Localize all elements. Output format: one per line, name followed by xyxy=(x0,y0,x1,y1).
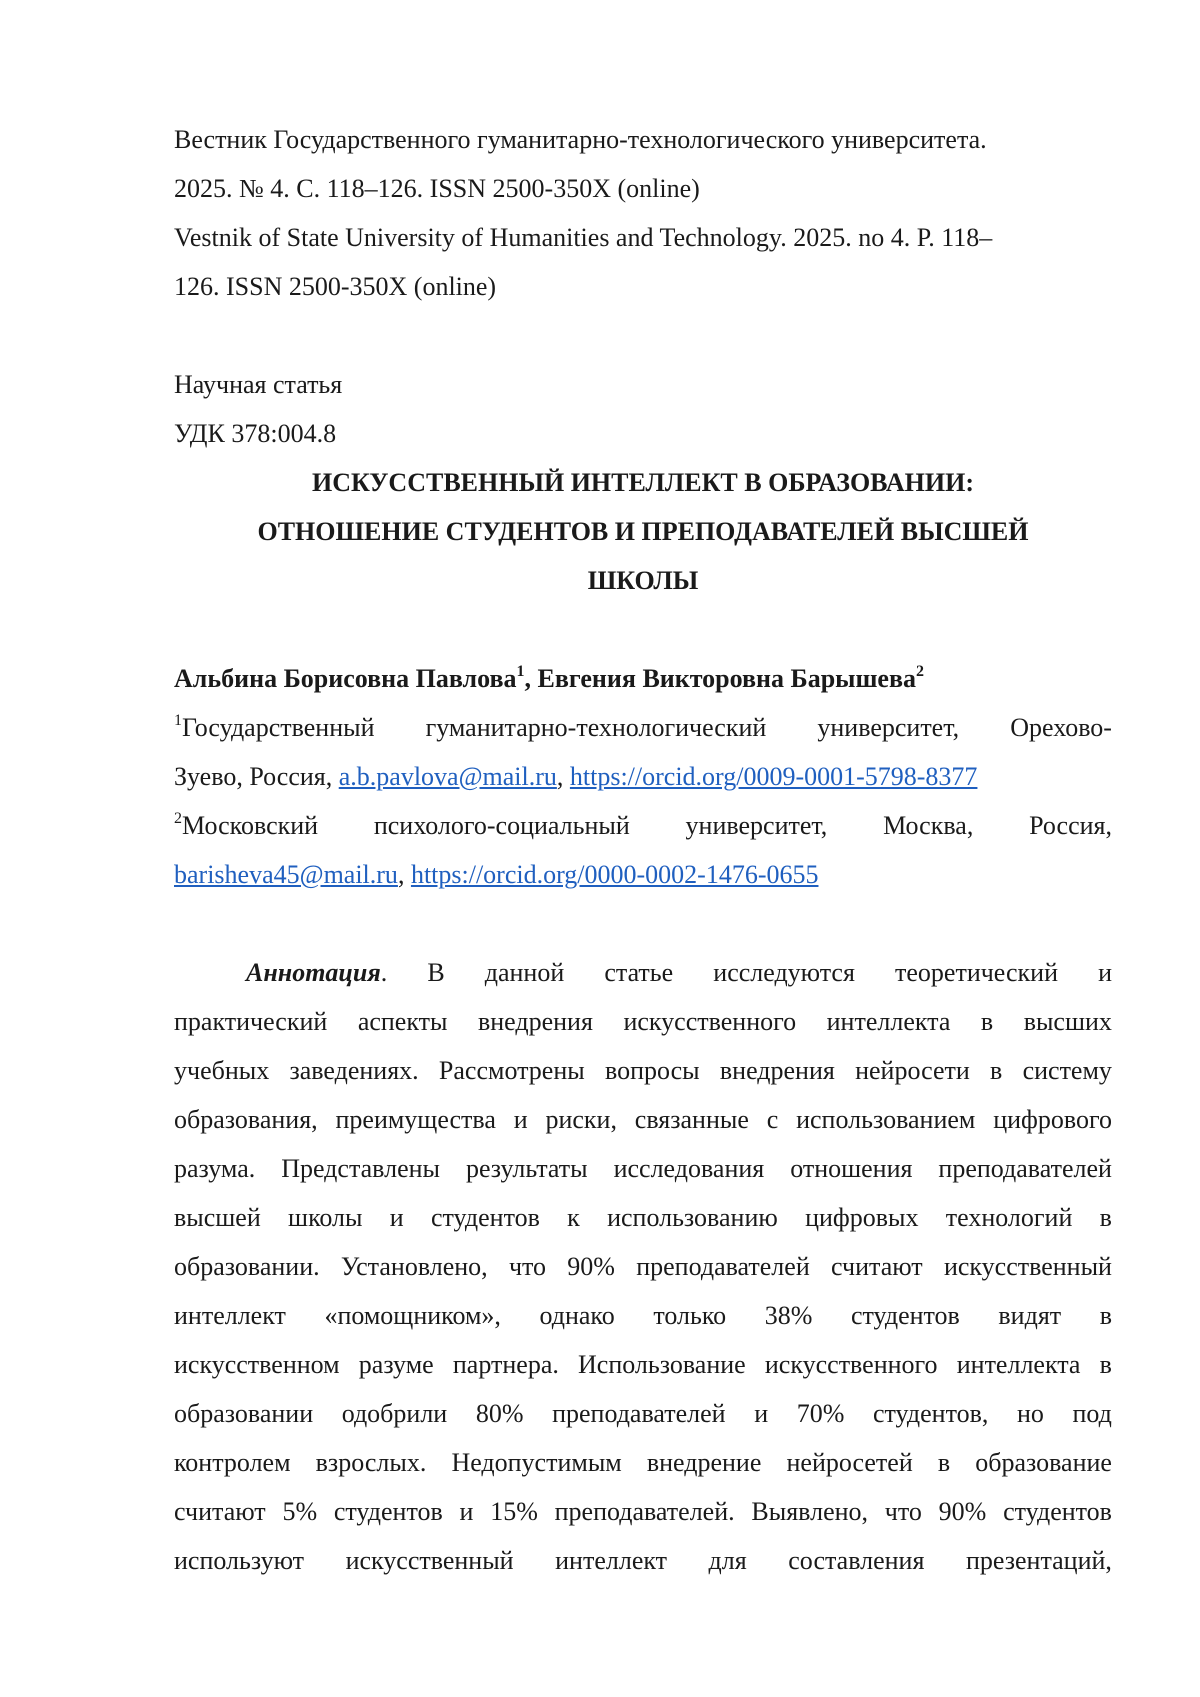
abstract-word: преподавателей xyxy=(636,1252,810,1281)
spacer xyxy=(174,605,1112,654)
affiliation-2-line2 xyxy=(174,850,1112,899)
abstract-word: В xyxy=(427,958,445,987)
abstract-word: под xyxy=(1072,1399,1112,1428)
abstract-word: в xyxy=(1099,1301,1112,1330)
affiliation-2-word: $^2$Московский xyxy=(174,810,319,840)
abstract-word: Использование xyxy=(578,1350,746,1379)
abstract-word: интеллекта xyxy=(826,1007,951,1036)
author-1-affiliation-mark: 1 xyxy=(516,663,525,680)
udc-code: УДК 378:004.8 xyxy=(174,419,337,448)
abstract-word: студентов xyxy=(1003,1497,1112,1526)
abstract-word: искусственный xyxy=(943,1252,1112,1281)
abstract-word: образовании xyxy=(174,1399,314,1428)
abstract-word: Представлены xyxy=(281,1154,440,1183)
journal-citation-ru-line1: Вестник Государственного гуманитарно-технологического университета. xyxy=(174,125,987,154)
abstract-line xyxy=(174,1536,1112,1585)
affiliation-2-word: Москва, xyxy=(883,811,974,840)
abstract-word: в xyxy=(990,1056,1003,1085)
abstract-word: одобрили xyxy=(341,1399,448,1428)
article-title-line3: ШКОЛЫ xyxy=(587,566,699,595)
affiliation-1-line2 xyxy=(174,752,1112,801)
abstract-word: для xyxy=(708,1546,747,1575)
abstract-word: 90% xyxy=(567,1252,615,1281)
abstract-word: искусственного xyxy=(764,1350,938,1379)
abstract-word: 90% xyxy=(938,1497,987,1526)
abstract-word: в xyxy=(1099,1203,1112,1232)
abstract-word: партнера. xyxy=(452,1350,559,1379)
abstract-word: внедрения xyxy=(719,1056,835,1085)
abstract-word: заведениях. xyxy=(289,1056,419,1085)
affiliation-2-word: университет, xyxy=(685,811,828,840)
affiliation-2-mark: 2 xyxy=(174,810,182,827)
abstract-word: теоретический xyxy=(895,958,1058,987)
affiliation-1-location: Зуево, Россия, xyxy=(174,762,339,791)
abstract-word: однако xyxy=(539,1301,615,1330)
abstract-word: преимущества xyxy=(335,1105,496,1134)
article-title-line1: ИСКУССТВЕННЫЙ ИНТЕЛЛЕКТ В ОБРАЗОВАНИИ: xyxy=(312,468,974,497)
affiliation-1-word: $^1$Государственный xyxy=(174,712,375,742)
abstract-word: аспекты xyxy=(357,1007,448,1036)
abstract-word: нейросетей xyxy=(786,1448,913,1477)
affiliation-1-word: Орехово- xyxy=(1010,713,1112,742)
abstract-word: преподавателей. xyxy=(554,1497,735,1526)
abstract-word: разума. xyxy=(174,1154,256,1183)
abstract-word: 80% xyxy=(475,1399,524,1428)
abstract-word: в xyxy=(1099,1350,1112,1379)
abstract-word: Недопустимым xyxy=(451,1448,622,1477)
affiliation-1-comma: , xyxy=(556,762,570,791)
abstract-label: Аннотация xyxy=(246,958,381,987)
article-title-line2: ОТНОШЕНИЕ СТУДЕНТОВ И ПРЕПОДАВАТЕЛЕЙ ВЫСШЕЙ xyxy=(257,517,1029,546)
journal-citation-ru-line2: 2025. № 4. С. 118–126. ISSN 2500-350X (online) xyxy=(174,174,700,203)
abstract-word: только xyxy=(653,1301,727,1330)
abstract-word: цифровых xyxy=(805,1203,919,1232)
abstract-word: но xyxy=(1016,1399,1044,1428)
affiliation-2-comma: , xyxy=(397,860,411,889)
abstract-word: в xyxy=(937,1448,951,1477)
abstract-word: цифрового xyxy=(993,1105,1112,1134)
abstract-line xyxy=(174,1193,1112,1242)
abstract-word: исследуются xyxy=(713,958,855,987)
page-content xyxy=(174,115,1112,1585)
abstract-word: высших xyxy=(1023,1007,1112,1036)
abstract-word: использованием xyxy=(796,1105,976,1134)
affiliation-2-email-link[interactable]: barisheva45@mail.ru xyxy=(174,860,398,889)
affiliation-1-email-link[interactable]: a.b.pavlova@mail.ru xyxy=(338,762,557,791)
abstract-word: использованию xyxy=(607,1203,778,1232)
abstract-word: риски, xyxy=(545,1105,617,1134)
spacer xyxy=(174,899,1112,948)
abstract xyxy=(174,948,1112,1585)
abstract-word: преподавателей xyxy=(938,1154,1112,1183)
abstract-line xyxy=(174,1438,1112,1487)
abstract-word: составления xyxy=(788,1546,925,1575)
affiliation-2-line1 xyxy=(174,801,1112,850)
abstract-word: разуме xyxy=(358,1350,434,1379)
abstract-word: школы xyxy=(288,1203,363,1232)
abstract-word: с xyxy=(766,1105,779,1134)
abstract-word: используют xyxy=(174,1546,305,1575)
abstract-word: образование xyxy=(975,1448,1112,1477)
abstract-word: контролем xyxy=(174,1448,291,1477)
abstract-word: искусственном xyxy=(174,1350,340,1379)
abstract-line xyxy=(174,1389,1112,1438)
abstract-word: к xyxy=(567,1203,580,1232)
authors-line xyxy=(174,654,1112,703)
affiliation-1-word: гуманитарно-технологический xyxy=(425,713,767,742)
abstract-word: учебных xyxy=(174,1056,270,1085)
abstract-line xyxy=(174,1487,1112,1536)
abstract-word: статье xyxy=(604,958,674,987)
abstract-word: что xyxy=(884,1497,922,1526)
abstract-word: исследования xyxy=(613,1154,765,1183)
abstract-word: 38% xyxy=(764,1301,813,1330)
author-separator: , xyxy=(524,664,538,693)
abstract-word: интеллект xyxy=(555,1546,668,1575)
abstract-word: видят xyxy=(998,1301,1062,1330)
abstract-word: Выявлено, xyxy=(751,1497,869,1526)
abstract-word: практический xyxy=(174,1007,328,1036)
abstract-word: считают xyxy=(831,1252,923,1281)
abstract-word: и xyxy=(459,1497,474,1526)
abstract-line xyxy=(174,1242,1112,1291)
abstract-word: технологий xyxy=(945,1203,1073,1232)
abstract-label-wrap xyxy=(246,948,387,997)
abstract-word: внедрение xyxy=(646,1448,762,1477)
abstract-word: студентов, xyxy=(872,1399,989,1428)
affiliation-1-line1 xyxy=(174,703,1112,752)
abstract-word: Рассмотрены xyxy=(438,1056,585,1085)
abstract-word: образовании. xyxy=(174,1252,320,1281)
abstract-word: связанные xyxy=(634,1105,749,1134)
abstract-word: данной xyxy=(484,958,565,987)
affiliation-1-mark: 1 xyxy=(174,712,182,729)
abstract-label-dot: . xyxy=(380,958,388,987)
author-2-affiliation-mark: 2 xyxy=(916,663,924,680)
abstract-line xyxy=(174,1340,1112,1389)
abstract-word: искусственный xyxy=(345,1546,514,1575)
abstract-line xyxy=(174,997,1112,1046)
abstract-line-1 xyxy=(174,948,1112,997)
abstract-word: вопросы xyxy=(604,1056,700,1085)
journal-citation-en-line1: Vestnik of State University of Humanities and Technology. 2025. no 4. P. 118– xyxy=(174,223,993,252)
affiliation-1-word: университет, xyxy=(817,713,960,742)
affiliation-2-word: Россия, xyxy=(1029,811,1112,840)
abstract-word: Установлено, xyxy=(340,1252,488,1281)
abstract-word: 5% xyxy=(282,1497,318,1526)
abstract-word: студентов xyxy=(430,1203,540,1232)
abstract-word: 70% xyxy=(796,1399,845,1428)
author-1-name: Альбина Борисовна Павлова xyxy=(174,664,517,693)
abstract-word: систему xyxy=(1022,1056,1112,1085)
abstract-word: результаты xyxy=(465,1154,588,1183)
abstract-word: внедрения xyxy=(477,1007,593,1036)
abstract-word: интеллекта xyxy=(956,1350,1081,1379)
abstract-word: считают xyxy=(174,1497,266,1526)
abstract-word: высшей xyxy=(174,1203,261,1232)
abstract-word: что xyxy=(508,1252,547,1281)
abstract-word: искусственного xyxy=(623,1007,797,1036)
abstract-word: преподавателей xyxy=(552,1399,726,1428)
abstract-word: «помощником», xyxy=(324,1301,501,1330)
abstract-word: и xyxy=(754,1399,769,1428)
abstract-word: и xyxy=(513,1105,528,1134)
abstract-line xyxy=(174,1291,1112,1340)
abstract-word: и xyxy=(1098,958,1112,987)
affiliations xyxy=(174,703,1112,899)
abstract-line xyxy=(174,1046,1112,1095)
journal-citation-en-line2: 126. ISSN 2500-350X (online) xyxy=(174,272,497,301)
abstract-body xyxy=(174,997,1112,1585)
spacer xyxy=(174,311,1112,360)
abstract-word: студентов xyxy=(850,1301,960,1330)
abstract-word: взрослых. xyxy=(315,1448,427,1477)
abstract-word: студентов xyxy=(333,1497,443,1526)
affiliation-1-orcid-link[interactable]: https://orcid.org/0009-0001-5798-8377 xyxy=(569,762,978,791)
article-type: Научная статья xyxy=(174,370,343,399)
abstract-word: и xyxy=(389,1203,404,1232)
affiliation-2-orcid-link[interactable]: https://orcid.org/0000-0002-1476-0655 xyxy=(410,860,819,889)
abstract-word: презентаций, xyxy=(965,1546,1112,1575)
abstract-line xyxy=(174,1095,1112,1144)
author-2-name: Евгения Викторовна Барышева xyxy=(537,664,916,693)
abstract-word: образования, xyxy=(174,1105,318,1134)
abstract-word: 15% xyxy=(490,1497,538,1526)
abstract-word: нейросети xyxy=(855,1056,970,1085)
abstract-line xyxy=(174,1144,1112,1193)
abstract-word: интеллект xyxy=(174,1301,286,1330)
abstract-word: в xyxy=(980,1007,994,1036)
abstract-word: отношения xyxy=(790,1154,913,1183)
affiliation-2-word: психолого-социальный xyxy=(373,811,630,840)
